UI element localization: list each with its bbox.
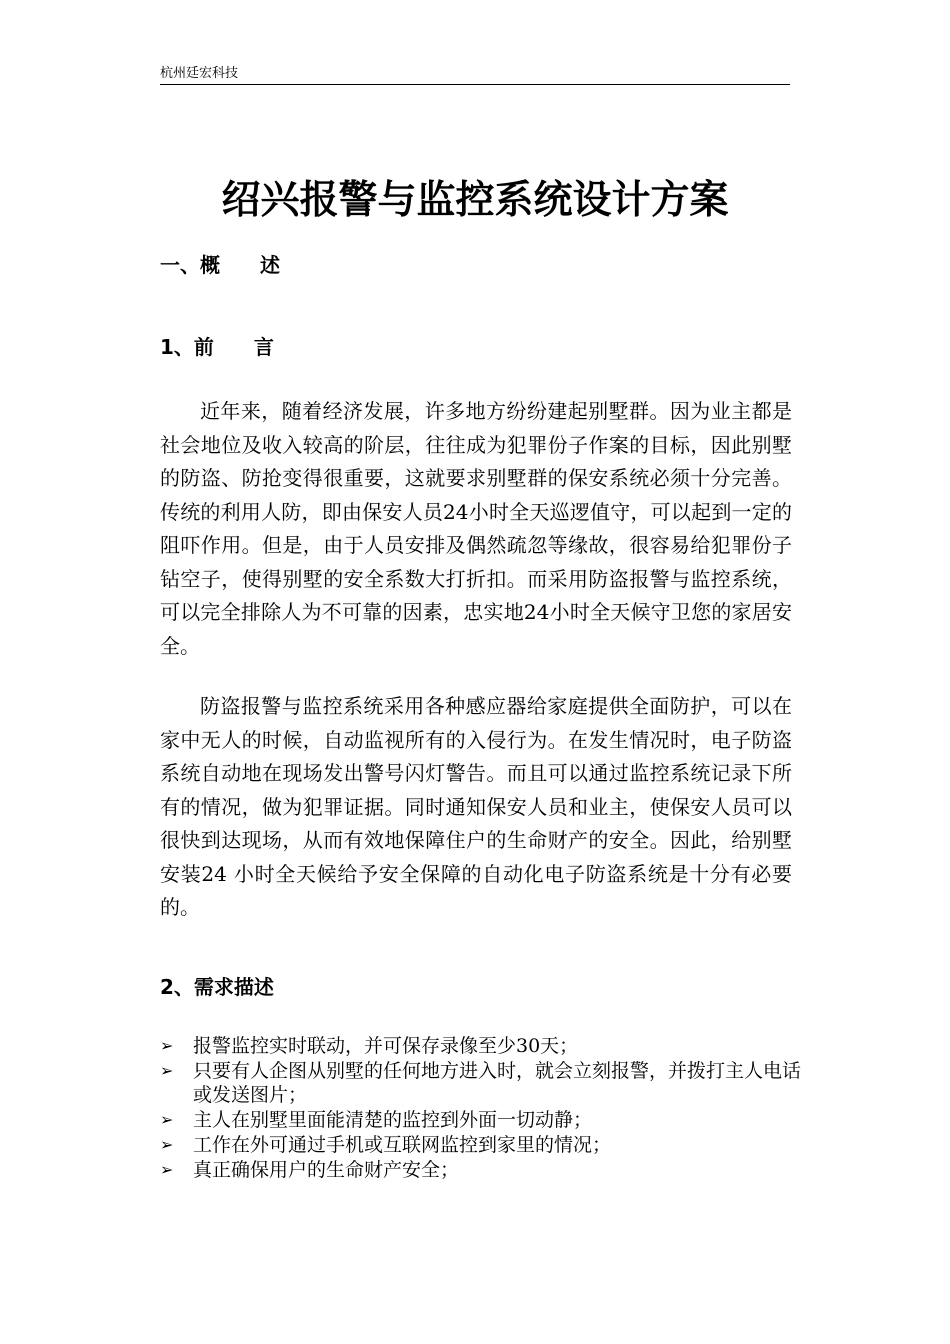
list-item-text: 报警监控实时联动，并可保存录像至少30天； (193, 1035, 579, 1057)
preface-paragraph-1: 近年来，随着经济发展，许多地方纷纷建起别墅群。因为业主都是社会地位及收入较高的阶层，往往成为犯罪份子作案的目标，因此别墅的防盗、防抢变得很重要，这就要求别墅群的保安系统必须十分完善。传统的利用人防，即由保安人员24小时全天巡逻值守，可以起到一定的阻吓作用。但是，由于人员安排及偶然疏忽等缘故，很容易给犯罪份子钻空子，使得别墅的安全系数大打折扣。而采用防盗报警与监控系统，可以完全排除人为不可靠的因素，忠实地24小时全天候守卫您的家居安全。 (160, 399, 792, 658)
list-item (160, 1133, 805, 1157)
list-item-text: 真正确保用户的生命财产安全； (193, 1159, 460, 1181)
arrowhead-bullet-icon: ➢ (160, 1036, 174, 1055)
subsection-heading-requirements: 2、需求描述 (160, 975, 274, 999)
arrowhead-bullet-icon: ➢ (160, 1160, 174, 1179)
preface-paragraph-2: 防盗报警与监控系统采用各种感应器给家庭提供全面防护，可以在家中无人的时候，自动监视所有的入侵行为。在发生情况时，电子防盗系统自动地在现场发出警号闪灯警告。而且可以通过监控系统记录下所有的情况，做为犯罪证据。同时通知保安人员和业主，使保安人员可以很快到达现场，从而有效地保障住户的生命财产的安全。因此，给别墅安装24 小时全天候给予安全保障的自动化电子防盗系统是十分有必要的。 (160, 694, 792, 919)
list-item (160, 1158, 805, 1182)
page-header (160, 66, 790, 85)
list-item-text: 工作在外可通过手机或互联网监控到家里的情况； (193, 1134, 612, 1156)
subsection-heading-preface: 1、前 言 (160, 335, 274, 359)
requirements-list (160, 1034, 805, 1183)
list-item (160, 1034, 805, 1058)
list-item (160, 1059, 805, 1107)
list-item-text: 只要有人企图从别墅的任何地方进入时，就会立刻报警，并拨打主人电话或发送图片； (193, 1060, 802, 1106)
section-heading-overview: 一、概 述 (160, 253, 280, 277)
arrowhead-bullet-icon: ➢ (160, 1110, 174, 1129)
document-title: 绍兴报警与监控系统设计方案 (221, 178, 729, 223)
list-item-text: 主人在别墅里面能清楚的监控到外面一切动静； (193, 1109, 593, 1131)
header-company: 杭州廷宏科技 (160, 66, 239, 81)
arrowhead-bullet-icon: ➢ (160, 1061, 174, 1080)
arrowhead-bullet-icon: ➢ (160, 1135, 174, 1154)
list-item (160, 1108, 805, 1132)
